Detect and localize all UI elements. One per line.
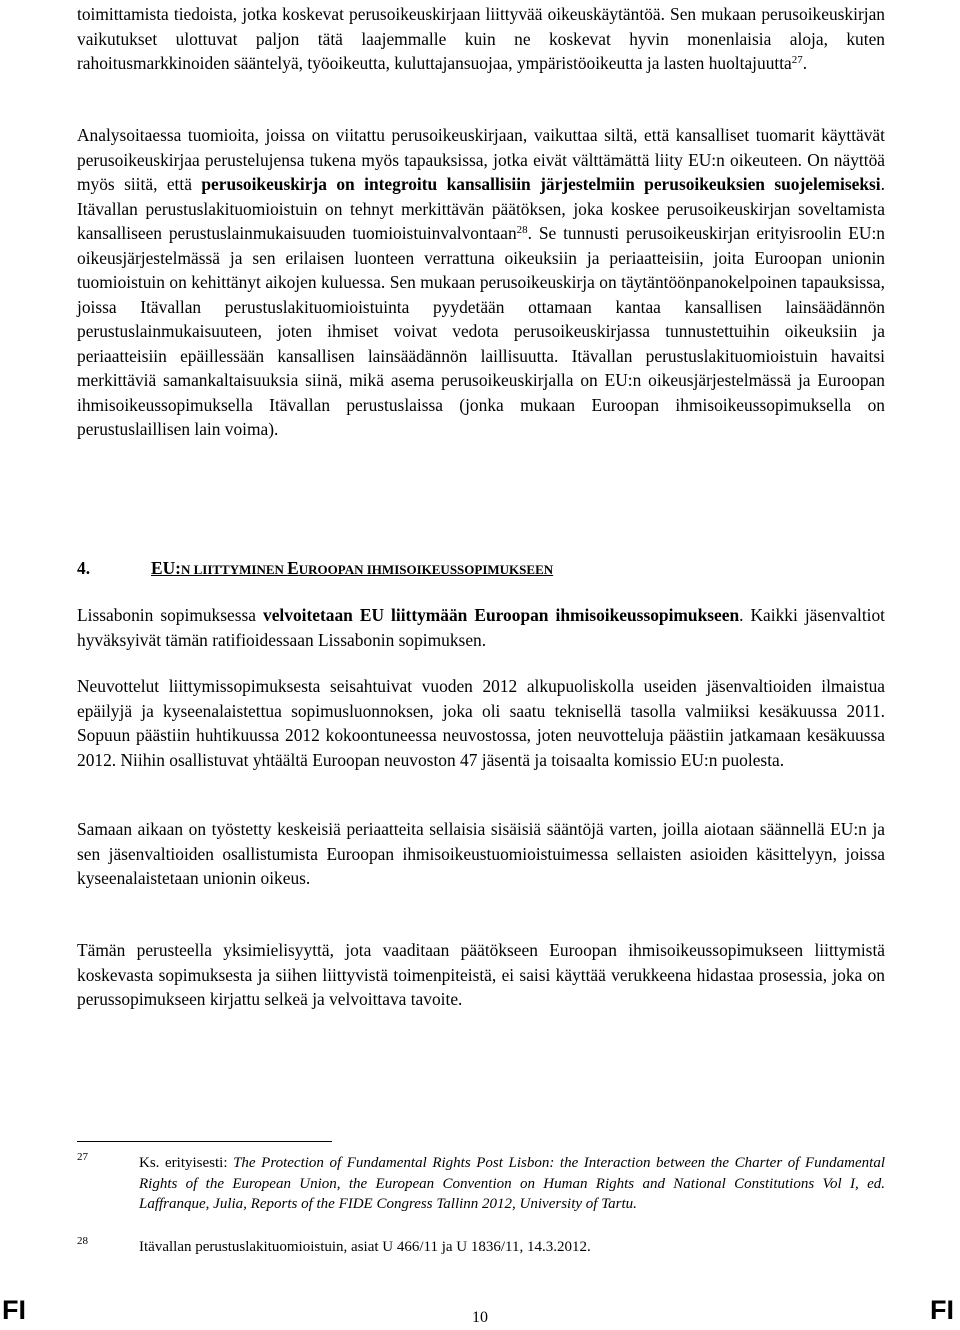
footnote-number: 27 bbox=[77, 1151, 88, 1163]
section-heading bbox=[77, 556, 885, 582]
footnote-ref-27[interactable]: 27 bbox=[791, 54, 803, 66]
paragraph-2: Analysoitaessa tuomioita, joissa on viitattu perusoikeuskirjaan, vaikuttaa siltä, että kansalliset tuomarit käyttävät perusoikeuskirjaa perustelujensa tukena myös tapauksissa, jotka eivät välttämättä liity EU:n oikeuteen. On näyttöä myös siitä, että perusoikeuskirja on integroitu kansallisiin järjestelmiin perusoikeuksien suojelemiseksi. Itävallan perustuslakituomioistuin on tehnyt merkittävän päätöksen, joka koskee perusoikeuskirjan soveltamista kansalliseen perustuslainmukaisuuden tuomioistuinvalvontaan$^{28}$. Se tunnusti perusoikeuskirjan erityisroolin EU:n oikeusjärjestelmässä ja sen erilaisen luonteen verrattuna oikeuksiin ja periaatteisiin, joita Euroopan unionin tuomioistuin on kehittänyt aikojen kuluessa. Sen mukaan perusoikeuskirja on täytäntöönpanokelpoinen tapauksissa, joissa Itävallan perustuslakituomioistuinta pyydetään ottamaan kantaa kansallisen lainsäädännön perustuslainmukaisuuteen, joten ihmiset voivat vedota perusoikeuskirjassa tunnustettuihin oikeuksiin ja periaatteisiin epäillessään kansallisen lainsäädännön laillisuutta. Itävallan perustuslakituomioistuin havaitsi merkittäviä samankaltaisuuksia siinä, mikä asema perusoikeuskirjalla on EU:n oikeusjärjestelmässä ja Euroopan ihmisoikeussopimuksella Itävallan perustuslaissa (jonka mukaan Euroopan ihmisoikeussopimuksella on perustuslaillisen lain voima). bbox=[77, 125, 885, 439]
paragraph-6: Tämän perusteella yksimielisyyttä, jota vaaditaan päätökseen Euroopan ihmisoikeussopimukseen liittymistä koskevasta sopimuksesta ja siihen liittyvistä toimenpiteistä, ei saisi käyttää verukkeena hidastaa prosessia, joka on perussopimukseen kirjattu selkeä ja velvoittava tavoite. bbox=[77, 940, 885, 1009]
paragraph-4: Neuvottelut liittymissopimuksesta seisahtuivat vuoden 2012 alkupuoliskolla useiden jäsenvaltioiden ilmaistua epäilyjä ja kyseenalaistettua sopimusluonnoksen, joka oli saatu teknisellä tasolla valmiiksi kesäkuussa 2011. Sopuun päästiin huhtikuussa 2012 kokoontuneessa neuvostossa, joten neuvotteluja päästiin jatkamaan kesäkuussa 2012. Niihin osallistuvat yhtäältä Euroopan neuvoston 47 jäsentä ja toisaalta komissio EU:n puolesta. bbox=[77, 676, 885, 770]
section-number: 4. bbox=[77, 558, 91, 578]
emphasis-text: perusoikeuskirja on integroitu kansallisiin järjestelmiin perusoikeuksien suojelemiseksi bbox=[201, 174, 881, 194]
footer-language-left: FI bbox=[2, 1295, 26, 1325]
footnote-number: 28 bbox=[77, 1235, 88, 1247]
emphasis-text: velvoitetaan EU liittymään Euroopan ihmisoikeussopimukseen bbox=[263, 605, 740, 625]
paragraph-5: Samaan aikaan on työstetty keskeisiä periaatteita sellaisia sisäisiä sääntöjä varten, joilla aiotaan säännellä EU:n ja sen jäsenvaltioiden osallistumista Euroopan ihmisoikeustuomioistuimessa sellaisten asioiden käsittelyyn, joissa kyseenalaistetaan unionin oikeus. bbox=[77, 819, 885, 888]
footnote-text: Ks. erityisesti: The Protection of Fundamental Rights Post Lisbon: the Interaction between the Charter of Fundamental Rights of the European Union, the European Convention on Human Rights and National Constitutions Vol I, ed. Laffranque, Julia, Reports of the FIDE Congress Tallinn 2012, University of Tartu. bbox=[139, 1155, 885, 1212]
footnote-text: Itävallan perustuslakituomioistuin, asiat U 466/11 ja U 1836/11, 14.3.2012. bbox=[139, 1239, 591, 1255]
footnote-ref-28[interactable]: 28 bbox=[516, 224, 528, 236]
paragraph-3: Lissabonin sopimuksessa velvoitetaan EU liittymään Euroopan ihmisoikeussopimukseen. Kaikki jäsenvaltiot hyväksyivät tämän ratifioidessaan Lissabonin sopimuksen. bbox=[77, 605, 886, 650]
paragraph-1: toimittamista tiedoista, jotka koskevat perusoikeuskirjaan liittyvää oikeuskäytäntöä. Sen mukaan perusoikeuskirjan vaikutukset ulottuvat paljon tätä laajemmalle kuin ne koskevat hyvin monenlaisia aloja, kuten rahoitusmarkkinoiden sääntelyä, työoikeutta, kuluttajansuojaa, ympäristöoikeutta ja lasten huoltajuutta$^{27}$. bbox=[77, 4, 885, 73]
page-number: 10 bbox=[472, 1309, 488, 1326]
section-title: EU:N LIITTYMINEN EUROOPAN IHMISOIKEUSSOPIMUKSEEN bbox=[151, 558, 554, 578]
footnote-separator bbox=[77, 1141, 332, 1142]
footer-language-right: FI bbox=[930, 1295, 954, 1325]
